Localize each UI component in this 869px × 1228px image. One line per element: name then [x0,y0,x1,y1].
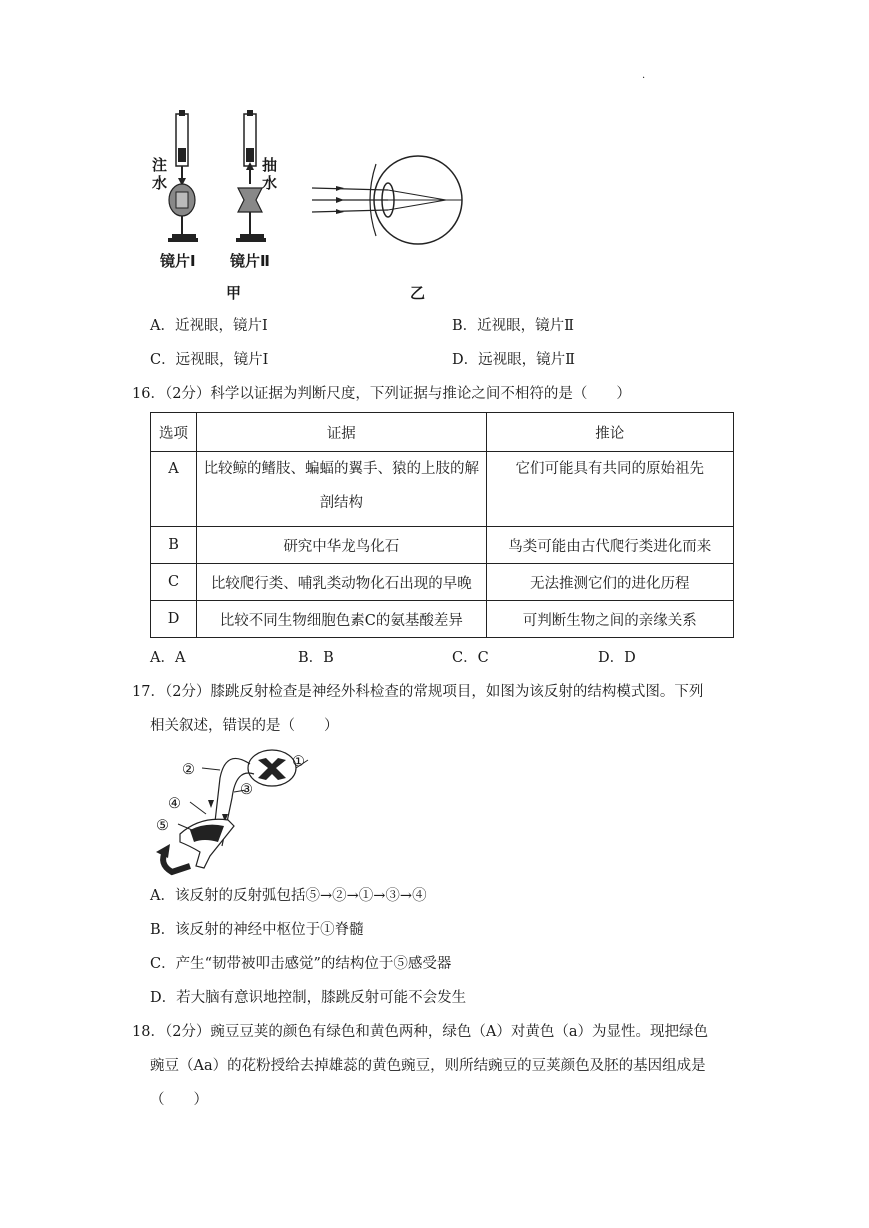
cell-evidence-line: 比较鲸的鳍肢、蝙蝠的翼手、猿的上肢的解 [203,461,480,477]
lens-2-label: 镜片Ⅱ [230,252,270,270]
cell-inference: 可判断生物之间的亲缘关系 [486,601,733,638]
table-row [151,527,734,564]
header-option: 选项 [151,413,197,452]
cell-option: B [151,527,197,564]
q18-stem-line2: 豌豆（Aa）的花粉授给去掉雄蕊的黄色豌豆，则所结豌豆的豆荚颜色及胚的基因组成是 [150,1058,706,1074]
inject-water-label: 注水 [152,156,168,192]
q15-option-a: A．近视眼，镜片Ⅰ [150,318,268,334]
label-3: ③ [240,782,253,798]
lens-1-label: 镜片Ⅰ [160,252,196,270]
cell-option: C [151,564,197,601]
cell-option: D [151,601,197,638]
cell-evidence: 比较爬行类、哺乳类动物化石出现的早晚 [197,564,486,601]
q18-stem-line3: （ ） [150,1092,208,1108]
q17-stem-line2: 相关叙述，错误的是（ ） [150,718,339,734]
q16-option-a: A．A [150,650,186,666]
syringe-lens-1-icon [168,110,198,242]
header-evidence: 证据 [197,413,486,452]
table-row [151,452,734,527]
label-1: ① [292,754,305,770]
q16-option-b: B．B [298,650,334,666]
spinal-cord-icon [248,750,296,786]
cell-inference: 鸟类可能由古代爬行类进化而来 [486,527,733,564]
q18-stem-line1: 18．（2分）豌豆豆荚的颜色有绿色和黄色两种，绿色（A）对黄色（a）为显性。现把绿色 [132,1024,709,1040]
label-2: ② [182,762,195,778]
cell-evidence: 比较不同生物细胞色素C的氨基酸差异 [197,601,486,638]
lens-eye-figure [150,108,480,303]
cell-inference: 无法推测它们的进化历程 [486,564,733,601]
extract-water-label: 抽水 [262,156,278,192]
cell-inference: 它们可能具有共同的原始祖先 [486,452,733,527]
table-header-row [151,413,734,452]
header-dot: . [642,70,646,81]
header-inference: 推论 [486,413,733,452]
figure-yi-label: 乙 [410,284,426,302]
q17-option-d: D．若大脑有意识地控制，膝跳反射可能不会发生 [150,990,467,1006]
cell-evidence [197,452,486,527]
q15-option-c: C．远视眼，镜片Ⅰ [150,352,269,368]
eye-diagram-icon [312,156,462,244]
q17-option-c: C．产生“韧带被叩击感觉”的结构位于⑤感受器 [150,956,452,972]
cell-evidence-line: 剖结构 [319,495,364,511]
table-row [151,601,734,638]
table-row [151,564,734,601]
cell-evidence: 研究中华龙鸟化石 [197,527,486,564]
q16-option-c: C．C [452,650,489,666]
q17-stem-line1: 17．（2分）膝跳反射检查是神经外科检查的常规项目，如图为该反射的结构模式图。下列 [132,684,704,700]
q17-option-a: A．该反射的反射弧包括⑤→②→①→③→④ [150,888,427,904]
q17-option-b: B．该反射的神经中枢位于①脊髓 [150,922,364,938]
label-5: ⑤ [156,818,169,834]
q15-option-d: D．远视眼，镜片Ⅱ [452,352,575,368]
evidence-table [150,412,734,638]
q16-stem: 16．（2分）科学以证据为判断尺度，下列证据与推论之间不相符的是（ ） [132,386,631,402]
label-4: ④ [168,796,181,812]
figure-jia-label: 甲 [226,284,242,302]
q16-option-d: D．D [598,650,636,666]
cell-option: A [151,452,197,527]
q15-option-b: B．近视眼，镜片Ⅱ [452,318,575,334]
